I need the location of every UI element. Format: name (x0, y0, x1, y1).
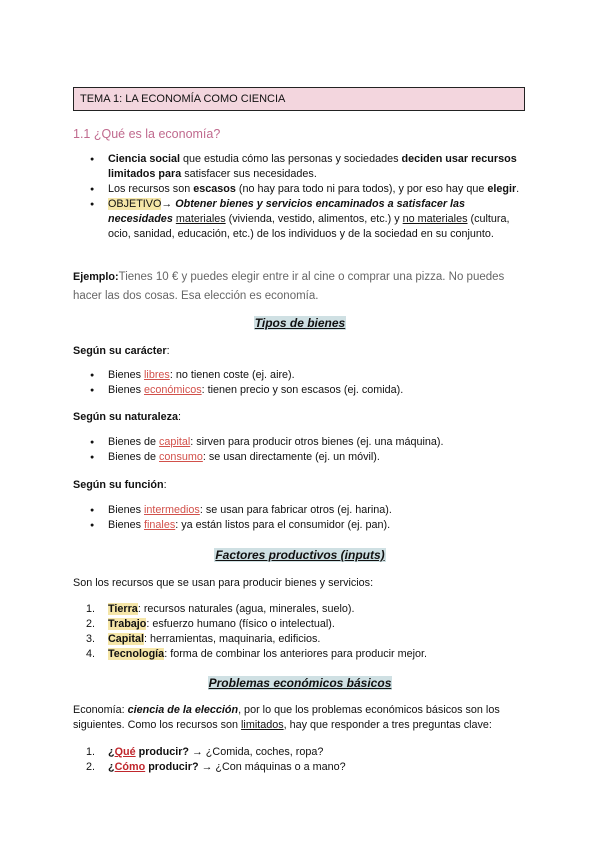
list-item: 3. Capital: herramientas, maquinaria, edificios. (86, 633, 321, 645)
section-heading-tipos-de-bienes: Tipos de bienes (254, 316, 346, 330)
list-item: ● Los recursos son escasos (no hay para todo ni para todos), y por eso hay que elegir. (0, 182, 523, 197)
list-item: ● OBJETIVO→ Obtener bienes y servicios encaminados a satisfacer las necesidades materiales (vivienda, vestido, alimentos, etc.) y no materiales (cultura, ocio, sanidad, educación, etc.) de los individuos y de la sociedad en su conjunto. (0, 197, 523, 242)
list-item: 1. ¿Qué producir? → ¿Comida, coches, ropa? (86, 746, 324, 758)
document-title: TEMA 1: LA ECONOMÍA COMO CIENCIA (80, 93, 286, 105)
section-heading-factores: Factores productivos (inputs) (215, 548, 385, 562)
subheading-caracter: Según su carácter: (73, 345, 170, 357)
factores-intro: Son los recursos que se usan para producir bienes y servicios: (73, 577, 374, 589)
subheading-funcion: Según su función: (73, 479, 167, 491)
example-paragraph: Ejemplo:Tienes 10 € y puedes elegir entre ir al cine o comprar una pizza. No puedes hacer las dos cosas. Esa elección es economía. (73, 271, 505, 302)
definition-bullet-list (0, 152, 523, 242)
factores-numbered-list (0, 602, 427, 662)
list-item: ● Ciencia social que estudia cómo las personas y sociedades deciden usar recursos limitados para satisfacer sus necesidades. (0, 152, 523, 182)
problemas-paragraph: Economía: ciencia de la elección, por lo que los problemas económicos básicos son los siguientes. Como los recursos son limitados, hay que responder a tres preguntas clave: (73, 704, 500, 731)
problemas-numbered-list (0, 745, 346, 775)
list-item: 4. Tecnología: forma de combinar los anteriores para producir mejor. (86, 648, 428, 660)
list-item: ● Bienes libres: no tienen coste (ej. aire). (0, 368, 523, 383)
document-title-box (73, 87, 525, 111)
list-item: 2. ¿Cómo producir? → ¿Con máquinas o a mano? (86, 761, 346, 773)
subheading-naturaleza: Según su naturaleza: (73, 411, 181, 423)
list-item: 2. Trabajo: esfuerzo humano (físico o intelectual). (86, 618, 335, 630)
list-item: ● Bienes económicos: tienen precio y son escasos (ej. comida). (0, 383, 523, 398)
list-item: ● Bienes de consumo: se usan directamente (ej. un móvil). (0, 450, 523, 465)
list-item: ● Bienes finales: ya están listos para el consumidor (ej. pan). (0, 518, 523, 533)
section-heading-economia: 1.1 ¿Qué es la economía? (73, 127, 221, 141)
caracter-bullet-list (0, 368, 523, 398)
list-item: 1. Tierra: recursos naturales (agua, minerales, suelo). (86, 603, 355, 615)
funcion-bullet-list (0, 503, 523, 533)
list-item: ● Bienes de capital: sirven para producir otros bienes (ej. una máquina). (0, 435, 523, 450)
naturaleza-bullet-list (0, 435, 523, 465)
section-heading-problemas: Problemas económicos básicos (208, 676, 392, 690)
list-item: ● Bienes intermedios: se usan para fabricar otros (ej. harina). (0, 503, 523, 518)
